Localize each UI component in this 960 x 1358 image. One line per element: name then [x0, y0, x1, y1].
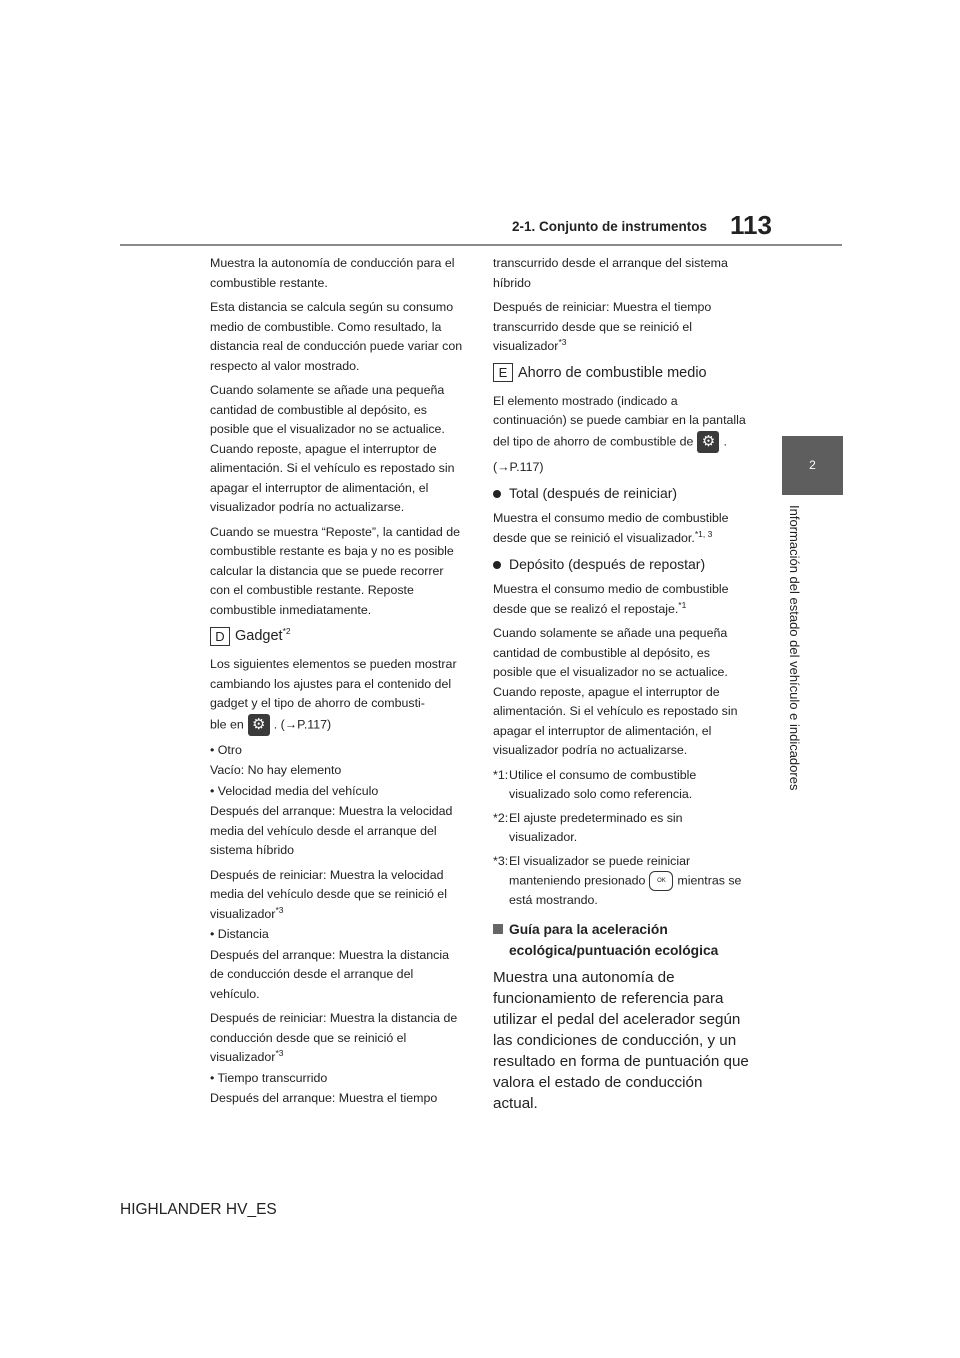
footnote-ref: *2 [282, 626, 291, 637]
item-text: Después de reiniciar: Muestra la velocidad media del vehículo desde que se reinició el visualizador [210, 867, 447, 921]
paragraph [493, 509, 749, 548]
heading-text: Depósito (después de repostar) [509, 556, 706, 572]
page-ref: (→P.117) [493, 459, 544, 474]
paragraph: Esta distancia se calcula según su consumo medio de combustible. Como resultado, la distancia real de conducción puede variar con respecto al valor mostrado. [210, 300, 463, 373]
list-item: • Otro [210, 742, 242, 757]
paragraph [493, 298, 749, 357]
intro-text: El elemento mostrado (indicado a continuación) se puede cambiar en la pantalla del tipo de ahorro de combustible de [493, 393, 746, 448]
bullet-heading-deposito [493, 554, 749, 574]
paragraph [493, 392, 749, 453]
bullet-heading-total [493, 483, 749, 503]
section-heading-gadget [210, 625, 466, 647]
paragraph-text: Muestra el consumo medio de combustible desde que se realizó el repostaje. [493, 582, 729, 616]
footnote [493, 852, 749, 911]
list-item: Después del arranque: Muestra la velocidad media del vehículo desde el arranque del sistema híbrido [210, 804, 453, 857]
page-ref: . (→P.117) [273, 716, 332, 731]
intro-text: ble en [210, 716, 244, 731]
heading-text: Total (después de reiniciar) [509, 485, 678, 501]
page-number: 113 [730, 210, 772, 240]
bullet-icon [493, 490, 501, 498]
section-title: 2-1. Conjunto de instrumentos [512, 219, 708, 234]
paragraph: Cuando se muestra “Reposte”, la cantidad de combustible restante es baja y no es posible calcular la distancia que se puede recorrer con el combustible restante. Reposte combustible inmediatamente. [210, 524, 461, 617]
ok-button-icon: OK [649, 871, 673, 891]
footnote [493, 766, 749, 805]
header-divider [120, 244, 842, 246]
paragraph-text: Muestra el consumo medio de combustible desde que se reinició el visualizador. [493, 511, 729, 545]
chapter-tab: 2 [782, 436, 843, 495]
paragraph [493, 580, 749, 619]
paragraph: transcurrido desde el arranque del sistema híbrido [493, 256, 728, 290]
note-text: mientras se está mostrando. [509, 873, 742, 907]
note-text: El visualizador se puede reiniciar manteniendo presionado [509, 853, 691, 888]
footnote-key: *3: [493, 853, 509, 868]
list-item: • Tiempo transcurrido [210, 1070, 328, 1085]
footnote-key: *1: [493, 767, 509, 782]
footnote-ref: *1 [678, 599, 687, 610]
footnote-ref: *3 [558, 336, 567, 347]
bullet-icon [493, 561, 501, 569]
list-item: • Distancia [210, 927, 269, 941]
gear-icon: ⚙ [248, 714, 270, 736]
heading-text: Guía para la aceleración ecológica/puntuación ecológica [509, 921, 719, 958]
item-text: Después de reiniciar: Muestra la distancia de conducción desde que se reinició el visualizador [210, 1011, 458, 1064]
chapter-label: Información del estado del vehículo e indicadores [787, 505, 802, 791]
footnote-text: El ajuste predeterminado es sin visualizador. [509, 810, 683, 844]
paragraph [210, 655, 466, 736]
list-item: Después del arranque: Muestra el tiempo [210, 1091, 438, 1105]
list-item [210, 1009, 466, 1068]
paragraph: Muestra la autonomía de conducción para el combustible restante. [210, 256, 455, 290]
right-column [493, 254, 749, 1119]
footnote [493, 809, 749, 848]
paragraph-text: Después de reiniciar: Muestra el tiempo transcurrido desde que se reinició el visualizador [493, 300, 712, 353]
intro-text: Los siguientes elementos se pueden mostrar cambiando los ajustes para el contenido del gadget y el tipo de ahorro de combusti- [210, 657, 457, 710]
paragraph: Cuando solamente se añade una pequeña cantidad de combustible al depósito, es posible que el visualizador no se actualice. Cuando reposte, apague el interruptor de alimentación. Si el vehículo es repostado sin apagar el interruptor de alimentación, el visualizador podría no actualizarse. [493, 626, 738, 757]
paragraph: Muestra una autonomía de funcionamiento de referencia para utilizar el pedal del acelerador según las condiciones de conducción, y un resultado en forma de puntuación que valora el estado de conducción actual. [493, 968, 749, 1112]
square-bullet-icon [493, 924, 503, 934]
section-heading-fuel-economy [493, 362, 749, 384]
subsection-heading [493, 919, 749, 961]
footnote-ref: *3 [275, 1047, 284, 1058]
footnote-key: *2: [493, 810, 509, 825]
list-item [210, 866, 466, 925]
section-title-text: Ahorro de combustible medio [518, 364, 707, 381]
list-item: Vacío: No hay elemento [210, 763, 342, 777]
list-item: Después del arranque: Muestra la distancia de conducción desde el arranque del vehículo. [210, 947, 449, 1001]
letter-e-marker: E [493, 363, 513, 382]
section-title-text: Gadget [235, 628, 283, 644]
left-column [210, 254, 466, 1114]
paragraph: Cuando solamente se añade una pequeña cantidad de combustible al depósito, es posible que el visualizador no se actualice. Cuando reposte, apague el interruptor de alimentación. Si el vehículo es repostado sin apagar el interruptor de alimentación, el visualizador podría no actualizarse. [210, 383, 455, 514]
footnote-text [509, 852, 749, 911]
intro-text: . [723, 433, 727, 448]
letter-d-marker: D [210, 627, 230, 646]
footnote-ref: *3 [275, 904, 284, 915]
footnote-ref: *1, 3 [694, 528, 713, 539]
gear-icon: ⚙ [697, 431, 719, 453]
list-item: • Velocidad media del vehículo [210, 783, 379, 798]
footnote-text: Utilice el consumo de combustible visualizado solo como referencia. [509, 767, 697, 801]
footer-model: HIGHLANDER HV_ES [120, 1201, 277, 1218]
